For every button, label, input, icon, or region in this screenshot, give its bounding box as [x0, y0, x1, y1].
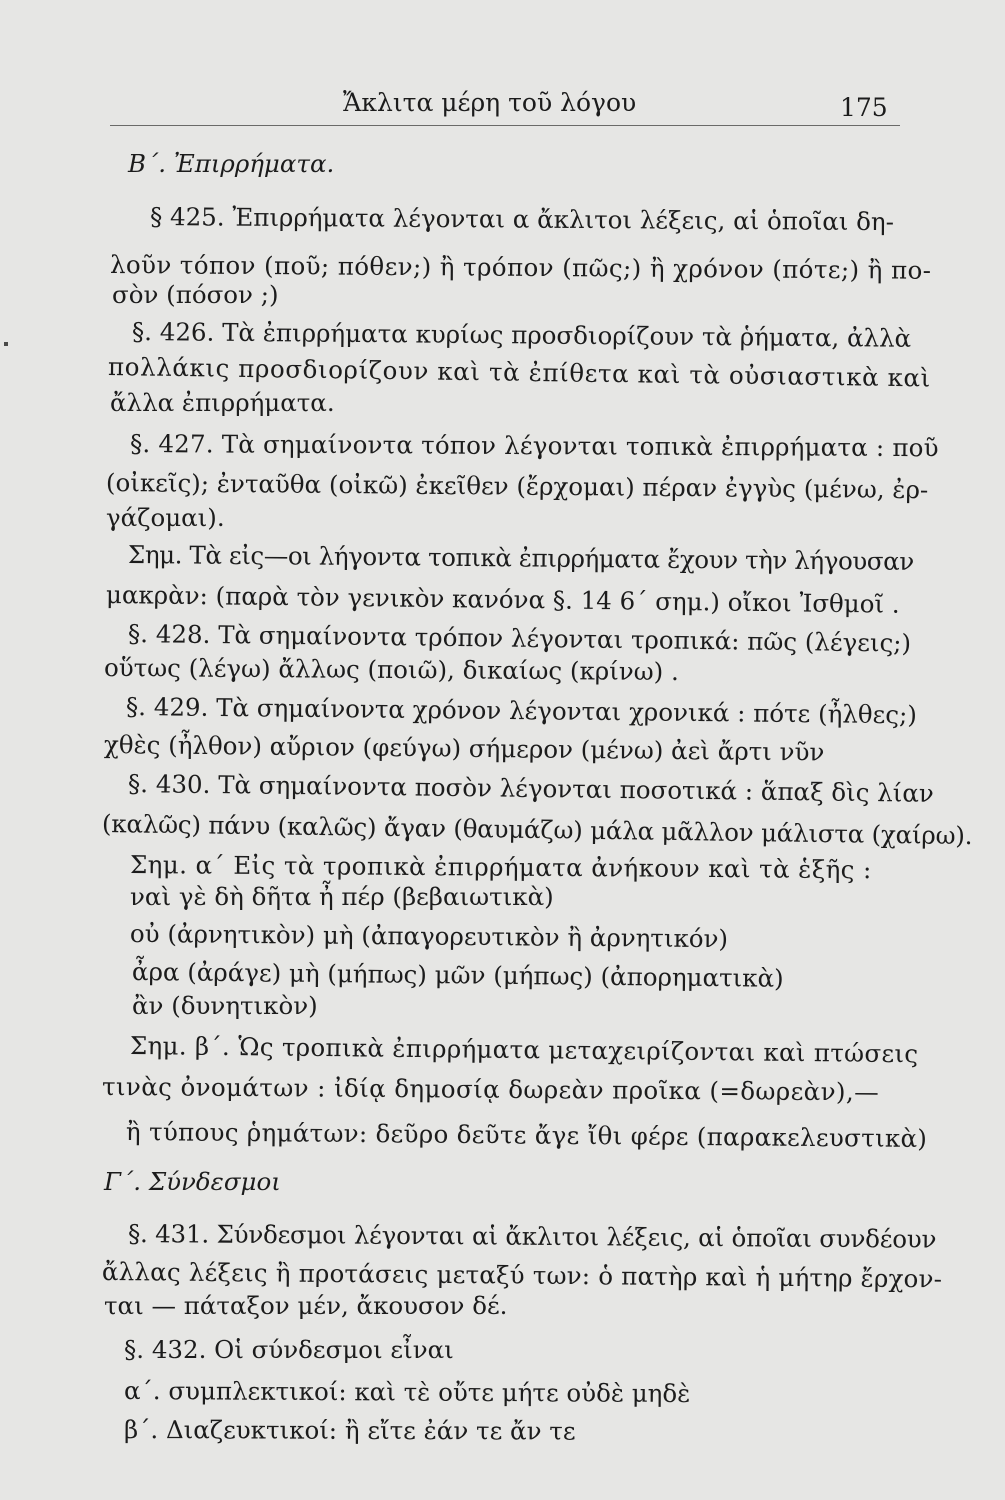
text-line: § 425. Ἐπιρρήματα λέγονται α ἄκλιτοι λέξεις, αἱ ὁποῖαι δη-: [149, 202, 895, 237]
text-line: οὐ (ἀρνητικὸν) μὴ (ἀπαγορευτικὸν ἢ ἀρνητικόν): [129, 919, 729, 954]
section-heading-conjunctions: Γ΄. Σύνδεσμοι: [104, 1167, 281, 1196]
text-line: α΄. συμπλεκτικοί: καὶ τὲ οὔτε μήτε οὐδὲ μηδὲ: [123, 1376, 691, 1408]
running-title: Ἄκλιτα μέρη τοῦ λόγου: [343, 88, 637, 117]
text-line: ται — πάταξον μέν, ἄκουσον δέ.: [104, 1291, 508, 1320]
text-line: §. 431. Σύνδεσμοι λέγονται αἱ ἄκλιτοι λέξεις, αἱ ὁποῖαι συνδέουν: [127, 1219, 937, 1254]
text-line: ἆρα (ἀράγε) μὴ (μήπως) μῶν (μήπως) (ἀπορηματικὰ): [131, 957, 784, 993]
text-line: μακρὰν: (παρὰ τὸν γενικὸν κανόνα §. 14 6΄ σημ.) οἴκοι Ἰσθμοῖ .: [105, 580, 900, 619]
text-line: (καλῶς) πάνυ (καλῶς) ἄγαν (θαυμάζω) μάλα μᾶλλον μάλιστα (χαίρω).: [101, 809, 973, 851]
text-line: λοῦν τόπον (ποῦ; πόθεν;) ἢ τρόπον (πῶς;) ἢ χρόνον (πότε;) ἢ πο-: [109, 250, 932, 285]
text-line: §. 427. Τὰ σημαίνοντα τόπον λέγονται τοπικὰ ἐπιρρήματα : ποῦ: [129, 429, 939, 463]
scan-mark: [4, 342, 8, 346]
text-line: (οἰκεῖς); ἐνταῦθα (οἰκῶ) ἐκεῖθεν (ἔρχομαι) πέραν ἐγγὺς (μένω, ἐρ-: [105, 468, 929, 505]
text-line: §. 430. Τὰ σημαίνοντα ποσὸν λέγονται ποσοτικά : ἅπαξ δὶς λίαν: [127, 769, 934, 808]
note-line: Σημ. α΄ Εἰς τὰ τροπικὰ ἐπιρρήματα ἀνήκουν καὶ τὰ ἑξῆς :: [129, 850, 872, 885]
text-line: τινὰς ὀνομάτων : ἰδίᾳ δημοσίᾳ δωρεὰν προῖκα (=δωρεὰν),—: [101, 1072, 880, 1107]
text-line: ἂν (δυνητικὸν): [132, 991, 318, 1020]
header-rule: [110, 125, 900, 126]
text-line: §. 429. Τὰ σημαίνοντα χρόνον λέγονται χρονικά : πότε (ἦλθες;): [125, 692, 918, 730]
text-line: §. 432. Οἱ σύνδεσμοι εἶναι: [124, 1335, 454, 1364]
text-line: β΄. Διαζευκτικοί: ἢ εἴτε ἐάν τε ἄν τε: [123, 1415, 576, 1446]
text-line: οὕτως (λέγω) ἄλλως (ποιῶ), δικαίως (κρίνω) .: [103, 653, 679, 687]
note-line: Σημ. β΄. Ὡς τροπικὰ ἐπιρρήματα μεταχειρίζονται καὶ πτώσεις: [129, 1031, 919, 1069]
note-line: Σημ. Τὰ εἰς—οι λήγοντα τοπικὰ ἐπιρρήματα ἔχουν τὴν λήγουσαν: [127, 540, 914, 576]
text-line: γάζομαι).: [106, 503, 225, 532]
text-line: πολλάκις προσδιορίζουν καὶ τὰ ἐπίθετα καὶ τὰ οὐσιαστικὰ καὶ: [107, 352, 932, 393]
text-line: ἄλλα ἐπιρρήματα.: [110, 388, 335, 417]
text-line: ναὶ γὲ δὴ δῆτα ἦ πέρ (βεβαιωτικὰ): [130, 882, 554, 911]
text-line: §. 428. Τὰ σημαίνοντα τρόπον λέγονται τροπικά: πῶς (λέγεις;): [127, 619, 912, 658]
section-heading-adverbs: Β΄. Ἐπιρρήματα.: [128, 149, 335, 178]
text-line: ἢ τύπους ῥημάτων: δεῦρο δεῦτε ἄγε ἴθι φέρε (παρακελευστικὰ): [125, 1117, 928, 1153]
text-line: σὸν (πόσον ;): [112, 280, 279, 309]
text-line: §. 426. Τὰ ἐπιρρήματα κυρίως προσδιορίζουν τὰ ῥήματα, ἀλλὰ: [131, 317, 912, 353]
page-number: 175: [840, 93, 888, 122]
text-line: ἄλλας λέξεις ἢ προτάσεις μεταξύ των: ὁ πατὴρ καὶ ἡ μήτηρ ἔρχον-: [101, 1257, 943, 1294]
text-line: χθὲς (ἦλθον) αὔριον (φεύγω) σήμερον (μένω) ἀεὶ ἄρτι νῦν: [103, 730, 825, 767]
